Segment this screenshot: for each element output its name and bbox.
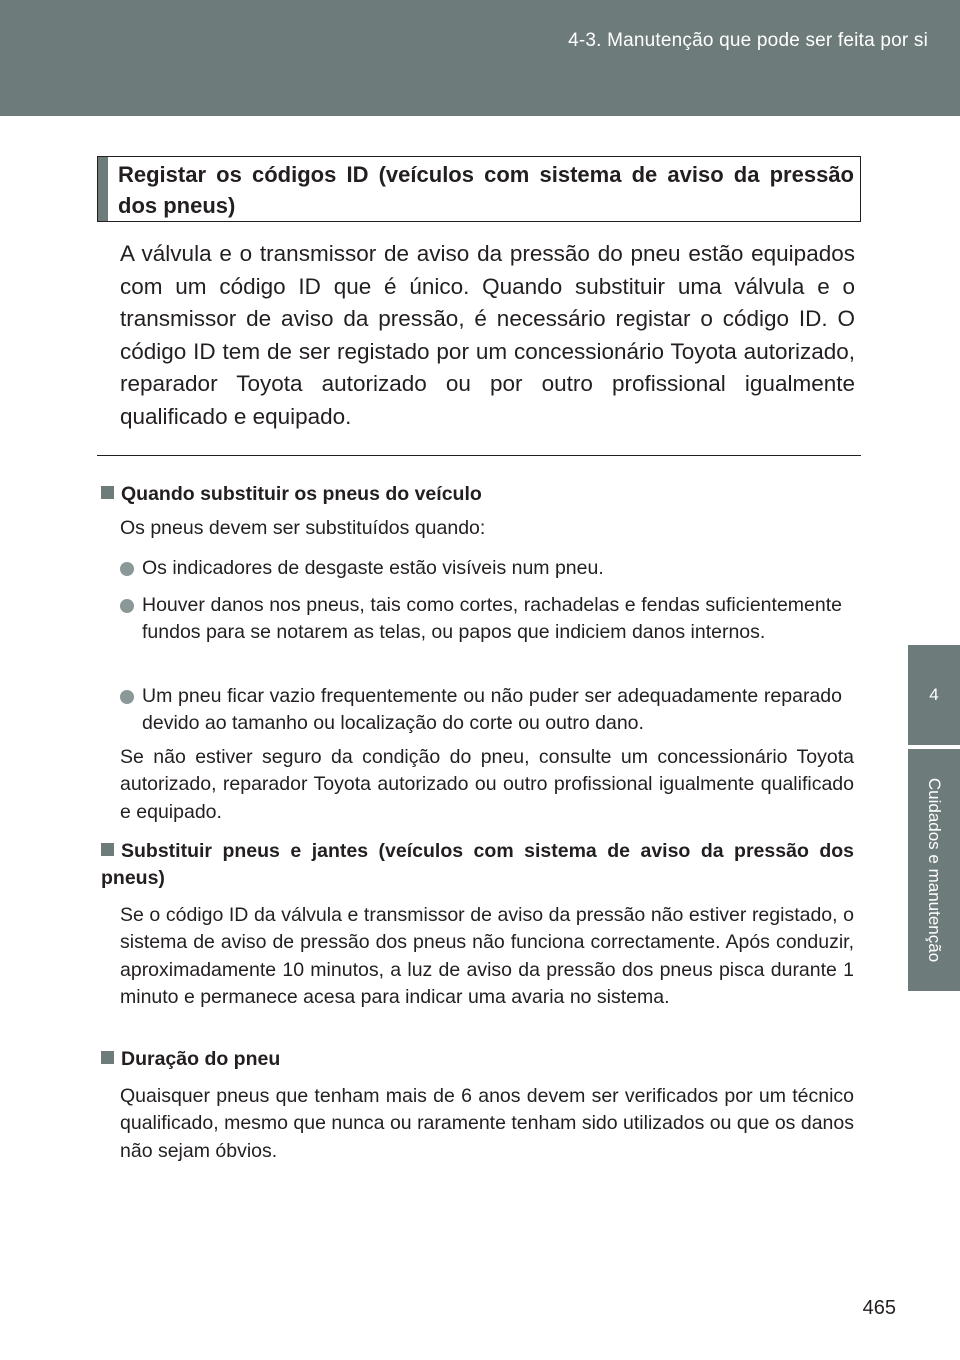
round-bullet-icon [120, 690, 134, 704]
header-section-title: 4-3. Manutenção que pode ser feita por si [568, 30, 928, 51]
note-heading-text: Quando substituir os pneus do veículo [121, 483, 482, 505]
note-body: Se o código ID da válvula e transmissor de aviso da pressão não estiver registado, o sistema de aviso de pressão dos pneus não funciona correctamente. Após conduzir, aproximadamente 10 minutos, a luz de aviso da pressão dos pneus pisca durante 1 minuto e permanece acesa para indicar uma avaria no sistema. [120, 904, 854, 1008]
header-band [0, 0, 960, 116]
note-heading-text: Substituir pneus e jantes (veículos com sistema de aviso da pressão dos pneus) [101, 840, 854, 889]
note-heading [101, 1046, 854, 1073]
side-tab-label-text: Cuidados e manutenção [925, 777, 944, 963]
section-body: A válvula e o transmissor de aviso da pressão do pneu estão equipados com um código ID que é único. Quando substituir uma válvula e o transmissor de aviso da pressão, é necessário registar o código ID. O código ID tem de ser registado por um concessionário Toyota autorizado, reparador Toyota autorizado ou por outro profissional igualmente qualificado e equipado. [120, 241, 855, 429]
note-outro: Se não estiver seguro da condição do pneu, consulte um concessionário Toyota autorizado, reparador Toyota autorizado ou outro profissional igualmente qualificado e equipado. [120, 746, 854, 823]
note-heading [101, 838, 854, 892]
round-bullet-icon [120, 599, 134, 613]
note-heading [101, 481, 854, 508]
side-tab-chapter-label [908, 749, 960, 991]
round-bullet-icon [120, 562, 134, 576]
note-intro: Os pneus devem ser substituídos quando: [120, 517, 486, 539]
square-bullet-icon [101, 843, 114, 856]
list-item [120, 592, 842, 646]
section-accent-bar [98, 157, 108, 221]
list-item-text: Houver danos nos pneus, tais como cortes, rachadelas e fendas suficientemente fundos para se notarem as telas, ou papos que indiciem danos internos. [142, 594, 842, 644]
note-body: Quaisquer pneus que tenham mais de 6 anos devem ser verificados por um técnico qualificado, mesmo que nunca ou raramente tenham sido utilizados ou que os danos não sejam óbvios. [120, 1085, 854, 1162]
list-item-text: Um pneu ficar vazio frequentemente ou não puder ser adequadamente reparado devido ao tamanho ou localização do corte ou outro dano. [142, 685, 842, 735]
note-heading-text: Duração do pneu [121, 1048, 281, 1070]
list-item [120, 683, 842, 737]
divider-line [97, 455, 861, 456]
list-item-text: Os indicadores de desgaste estão visíveis num pneu. [142, 557, 604, 579]
side-tab-chapter-number: 4 [908, 645, 960, 745]
square-bullet-icon [101, 486, 114, 499]
list-item [120, 555, 842, 582]
square-bullet-icon [101, 1051, 114, 1064]
section-title-box [97, 156, 861, 222]
section-title: Registar os códigos ID (veículos com sistema de aviso da pressão dos pneus) [118, 162, 854, 218]
page-number: 465 [862, 1297, 896, 1319]
